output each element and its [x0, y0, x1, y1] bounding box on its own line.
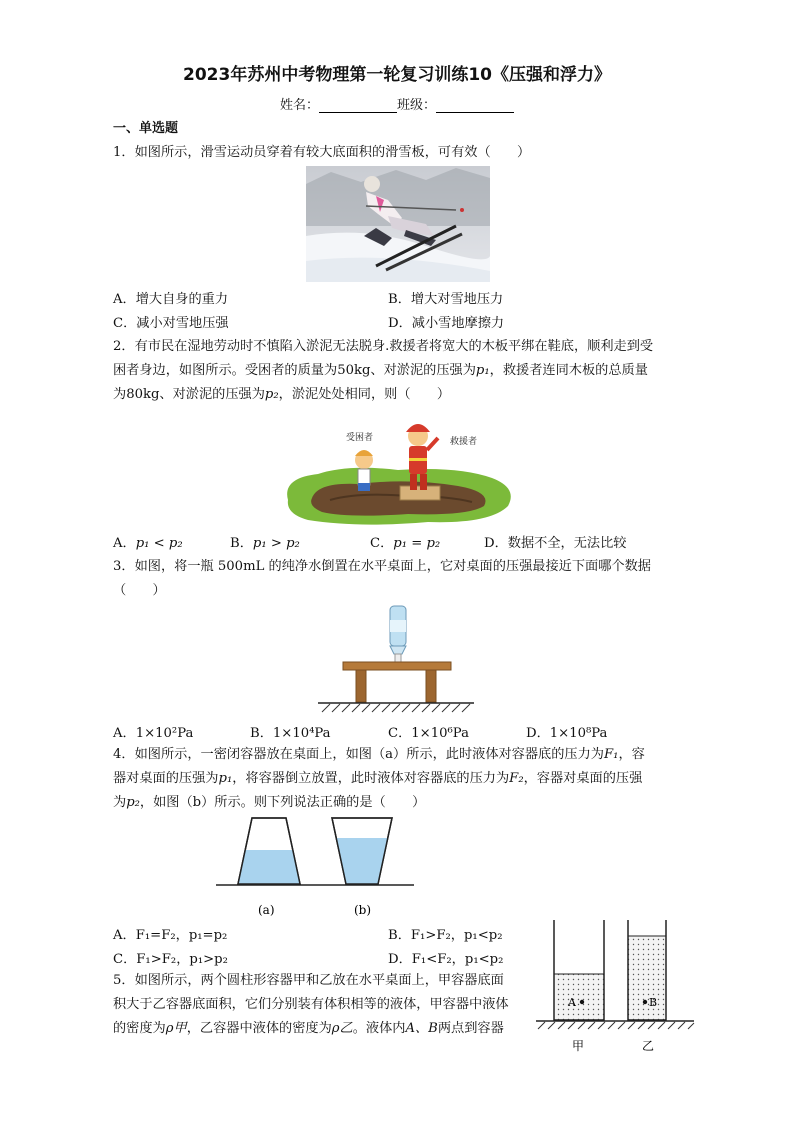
q4-text: ，容 [618, 747, 645, 762]
q2-text: 、对淤泥的压强为 [370, 363, 476, 378]
ground-hatch [322, 704, 470, 712]
q4-option-d[interactable]: D．F₁<F₂，p₁<p₂ [388, 952, 504, 967]
ground-hatch [538, 1022, 694, 1029]
q2-text: 为 [113, 387, 127, 402]
gt-sign: > [270, 536, 282, 551]
p1-symbol: p₁ [393, 536, 408, 551]
p2-symbol: p₂ [286, 536, 300, 551]
q1-stem: 1．如图所示，滑雪运动员穿着有较大底面积的滑雪板，可有效（ ） [113, 145, 531, 160]
q2-option-a[interactable] [113, 532, 183, 551]
q5-text: ，乙容器中液体的密度为 [186, 1021, 332, 1036]
q2-option-c[interactable] [370, 532, 440, 551]
q4-text: 器对桌面的压强为 [113, 771, 219, 786]
q3-option-a[interactable]: A．1×10²Pa [113, 726, 194, 741]
p1-symbol: p₁ [475, 363, 490, 378]
bottle-on-table-diagram [310, 604, 480, 716]
rho-yi-symbol: ρ乙 [331, 1021, 353, 1036]
q5-stem-line2: 积大于乙容器底面积，它们分别装有体积相等的液体，甲容器中液体 [113, 997, 509, 1012]
p1-symbol: p₁ [135, 536, 150, 551]
q2-option-d[interactable]: D．数据不全，无法比较 [484, 536, 627, 551]
q4-text: 4．如图所示，一密闭容器放在桌面上，如图（a）所示，此时液体对容器底的压力为 [113, 747, 604, 762]
q5-text: 两点到容器 [437, 1021, 504, 1036]
q2-opt-b-label: B． [230, 536, 253, 551]
p1-symbol: p₁ [218, 771, 233, 786]
point-a-dot [580, 1000, 584, 1004]
class-label: 班级： [397, 98, 437, 113]
container-yi-label: 乙 [642, 1039, 655, 1053]
rescuer-label: 救援者 [450, 437, 478, 447]
p2-symbol: p₂ [426, 536, 441, 551]
name-label: 姓名： [279, 98, 319, 113]
q4-text: ，如图（b）所示。则下列说法正确的是（ ） [139, 795, 426, 810]
q3-option-c[interactable]: C．1×10⁶Pa [388, 726, 469, 741]
q4-text: ，将容器倒立放置，此时液体对容器底的压力为 [232, 771, 510, 786]
q4-stem-line3 [113, 790, 425, 816]
q2-mass-rescuer: 80kg [126, 387, 160, 402]
F2-symbol: F₂ [509, 771, 524, 786]
q2-opt-a-label: A． [113, 536, 136, 551]
container-jia-label: 甲 [572, 1039, 585, 1053]
point-b-dot [643, 1000, 647, 1004]
q4-stem-line2 [113, 766, 642, 792]
lt-sign: < [153, 536, 165, 551]
q4-stem-line1 [113, 742, 645, 768]
q1-option-d[interactable]: D．减小雪地摩擦力 [388, 316, 505, 331]
q1-option-a[interactable]: A．增大自身的重力 [113, 292, 229, 307]
label-a: (a) [258, 903, 275, 917]
section-heading: 一、单选题 [113, 121, 179, 136]
F1-symbol: F₁ [604, 747, 619, 762]
page-title: 2023年苏州中考物理第一轮复习训练10《压强和浮力》 [183, 65, 611, 85]
q5-text: 的密度为 [113, 1021, 166, 1036]
mud-rescue-illustration [278, 408, 518, 530]
q2-text: ，救援者连同木板的总质量 [489, 363, 648, 378]
q2-opt-c-label: C． [370, 536, 394, 551]
q2-stem-line3 [113, 382, 450, 408]
name-blank[interactable] [319, 100, 397, 113]
point-b-label: B [649, 996, 658, 1009]
q4-option-c[interactable]: C．F₁>F₂，p₁>p₂ [113, 952, 228, 967]
q2-stem-line1: 2．有市民在湿地劳动时不慎陷入淤泥无法脱身.救援者将宽大的木板平绑在鞋底，顺利走到受 [113, 339, 654, 354]
p2-symbol: p₂ [168, 536, 183, 551]
point-a-label: A [568, 996, 576, 1009]
q4-option-a[interactable]: A．F₁=F₂，p₁=p₂ [113, 928, 228, 943]
q3-option-b[interactable]: B．1×10⁴Pa [250, 726, 331, 741]
p1-symbol: p₁ [252, 536, 267, 551]
p2-symbol: p₂ [126, 795, 140, 810]
q5-text: 。液体内 [352, 1021, 406, 1036]
q1-option-c[interactable]: C．减小对雪地压强 [113, 316, 229, 331]
q2-option-b[interactable] [230, 532, 300, 551]
q3-option-d[interactable]: D．1×10⁸Pa [526, 726, 608, 741]
points-ab: A、B [405, 1021, 438, 1036]
skier-photo [306, 166, 490, 282]
p2-symbol: p₂ [264, 387, 279, 402]
q2-text: 困者身边，如图所示。受困者的质量为 [113, 363, 338, 378]
q2-text: ，淤泥处处相同，则（ ） [278, 387, 451, 402]
label-b: (b) [354, 903, 372, 917]
q4-option-b[interactable]: B．F₁>F₂，p₁<p₂ [388, 928, 503, 943]
q2-mass-trapped: 50kg [337, 363, 371, 378]
q3-stem-line2: （ ） [113, 583, 166, 598]
rho-jia-symbol: ρ甲 [165, 1021, 187, 1036]
q5-stem-line3 [113, 1016, 504, 1042]
q2-stem-line2 [113, 358, 648, 384]
two-cylinders-diagram [532, 918, 698, 1058]
class-blank[interactable] [436, 100, 514, 113]
inverted-container-diagram [214, 814, 416, 920]
q4-text: 为 [113, 795, 127, 810]
trapped-person-label: 受困者 [346, 433, 374, 443]
q5-stem-line1: 5．如图所示，两个圆柱形容器甲和乙放在水平桌面上，甲容器底面 [113, 973, 504, 988]
q3-stem-line1: 3．如图，将一瓶 500mL 的纯净水倒置在水平桌面上，它对桌面的压强最接近下面哪个数据 [113, 559, 651, 574]
q1-option-b[interactable]: B．增大对雪地压力 [388, 292, 504, 307]
eq-sign: = [411, 536, 423, 551]
q4-text: ，容器对桌面的压强 [523, 771, 643, 786]
q2-text: 、对淤泥的压强为 [159, 387, 265, 402]
name-class-line [0, 94, 794, 113]
